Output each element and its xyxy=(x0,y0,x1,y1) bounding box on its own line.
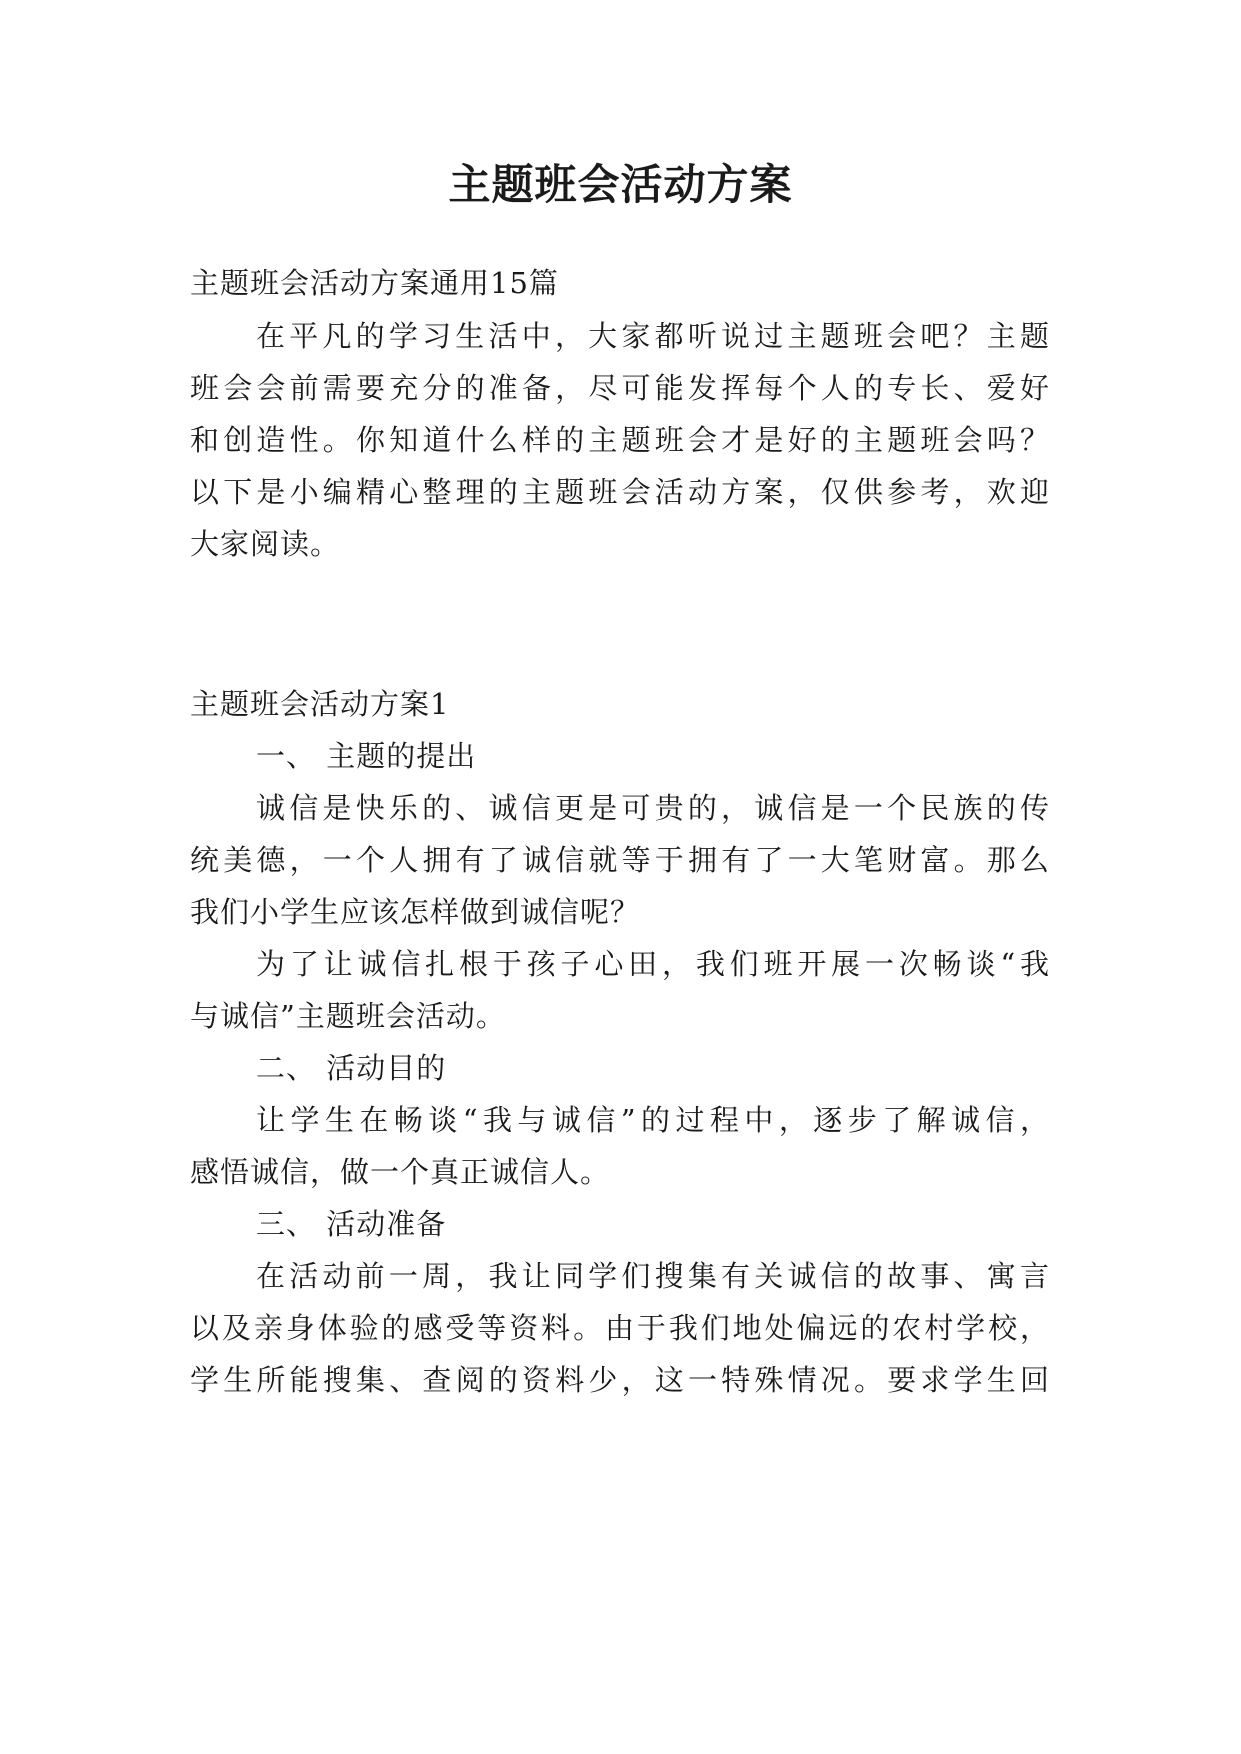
intro-line-5: 大家阅读。 xyxy=(190,527,341,561)
intro-line-2: 班会会前需要充分的准备，尽可能发挥每个人的专长、爱好 xyxy=(190,371,1050,405)
document-title: 主题班会活动方案 xyxy=(448,160,793,209)
intro-line-4: 以下是小编精心整理的主题班会活动方案，仅供参考，欢迎 xyxy=(190,475,1050,509)
paragraph-line: 与诚信”主题班会活动。 xyxy=(190,999,506,1033)
intro-line-1: 在平凡的学习生活中，大家都听说过主题班会吧？主题 xyxy=(256,319,1050,353)
paragraph-line: 统美德，一个人拥有了诚信就等于拥有了一大笔财富。那么 xyxy=(190,843,1050,877)
paragraph-line: 以及亲身体验的感受等资料。由于我们地处偏远的农村学校， xyxy=(190,1311,1050,1345)
paragraph-line: 让学生在畅谈“我与诚信”的过程中，逐步了解诚信， xyxy=(256,1103,1050,1137)
paragraph-line: 感悟诚信，做一个真正诚信人。 xyxy=(190,1155,611,1189)
subheading-1: 一、 主题的提出 xyxy=(256,739,477,773)
subheading-3: 三、 活动准备 xyxy=(256,1207,447,1241)
paragraph-line: 为了让诚信扎根于孩子心田，我们班开展一次畅谈“我 xyxy=(256,947,1050,981)
intro-line-3: 和创造性。你知道什么样的主题班会才是好的主题班会吗？ xyxy=(190,423,1050,457)
section-heading: 主题班会活动方案1 xyxy=(190,687,450,721)
paragraph-line: 学生所能搜集、查阅的资料少，这一特殊情况。要求学生回 xyxy=(190,1363,1050,1397)
subtitle-line: 主题班会活动方案通用15篇 xyxy=(190,266,559,300)
paragraph-line: 诚信是快乐的、诚信更是可贵的，诚信是一个民族的传 xyxy=(256,791,1050,825)
subheading-2: 二、 活动目的 xyxy=(256,1051,447,1085)
paragraph-line: 在活动前一周，我让同学们搜集有关诚信的故事、寓言 xyxy=(256,1259,1050,1293)
paragraph-line: 我们小学生应该怎样做到诚信呢？ xyxy=(190,895,641,929)
